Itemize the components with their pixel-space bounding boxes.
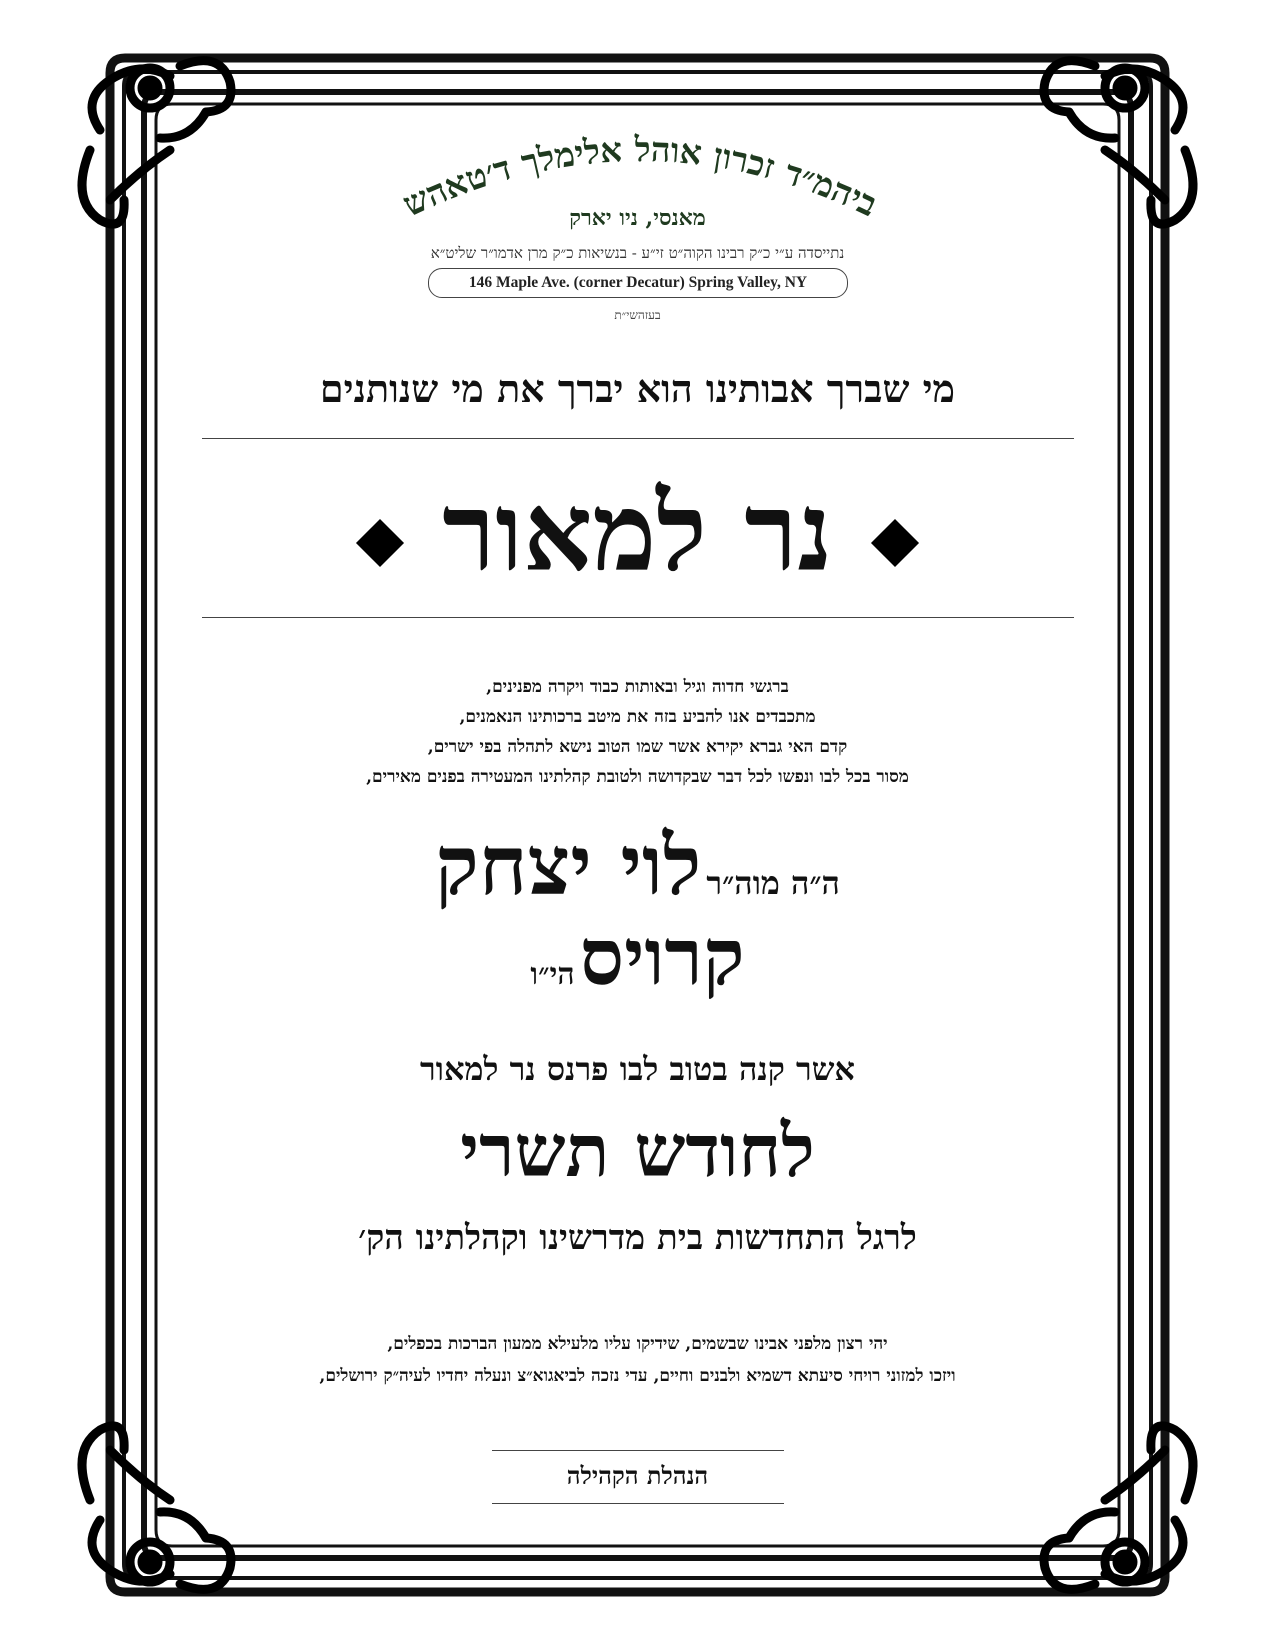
- bs-header: בעזהשי״ת: [614, 308, 661, 322]
- blessing-line: מתכבדים אנו להביע בזה את מיטב ברכותינו הנאמנים,: [459, 707, 816, 727]
- closing-line: יהי רצון מלפני אבינו שבשמים, שידיקו עליו מלעילא ממעון הברכות בכפלים,: [387, 1334, 888, 1354]
- address-box: 146 Maple Ave. (corner Decatur) Spring Valley, NY: [428, 268, 848, 298]
- closing-line: ויזכו למזוני רויחי סיעתא דשמיא ולבנים וחיים, עדי נזכה לביאגוא״צ ונעלה יחדיו לעיה״ק ירושלים,: [319, 1366, 956, 1386]
- blessing-line: מסור בכל לבו ונפשו לכל דבר שבקדושה ולטובת קהלתינו המעטירה בפנים מאירים,: [366, 767, 909, 787]
- month-title: לחודש תשרי: [460, 1108, 815, 1193]
- honoree-surname-line: [0, 912, 1275, 1003]
- signature: הנהלת הקהילה: [566, 1461, 709, 1490]
- mishberach-heading: מי שברך אבותינו הוא יברך את מי שנותנים: [319, 366, 956, 411]
- divider-bottom: [202, 617, 1074, 618]
- blessing-line: ברגשי חדוה וגיל ובאותות כבוד ויקרה מפנינים,: [486, 677, 789, 697]
- honoree-line: [0, 818, 1275, 914]
- signature-rule-bottom: [492, 1503, 784, 1504]
- main-title: נר למאור: [442, 470, 833, 596]
- honoree-surname: קרויס: [579, 912, 745, 1003]
- honoree-prefix: ה״ה מוה״ר: [706, 864, 840, 902]
- occasion-line: לרגל התחדשות בית מדרשינו וקהלתינו הק׳: [358, 1218, 917, 1258]
- blessing-line: קדם האי גברא יקירא אשר שמו הטוב נישא לתהלה בפי ישרים,: [427, 737, 848, 757]
- org-name: ביהמ״ד זכרון אוהל אלימלך ד׳טאהש: [396, 129, 884, 226]
- honoree-suffix: הי״ו: [530, 957, 575, 992]
- founded-line: נתייסדה ע״י כ״ק רבינו הקוה״ט זי״ע - בנשיאות כ״ק מרן אדמו״ר שליט״א: [430, 244, 845, 262]
- honoree-first-name: לוי יצחק: [435, 818, 702, 914]
- divider-top: [202, 438, 1074, 439]
- org-city: מאנסי, ניו יארק: [569, 205, 706, 231]
- purchase-line: אשר קנה בטוב לבו פרנס נר למאור: [420, 1050, 855, 1088]
- signature-rule-top: [492, 1450, 784, 1451]
